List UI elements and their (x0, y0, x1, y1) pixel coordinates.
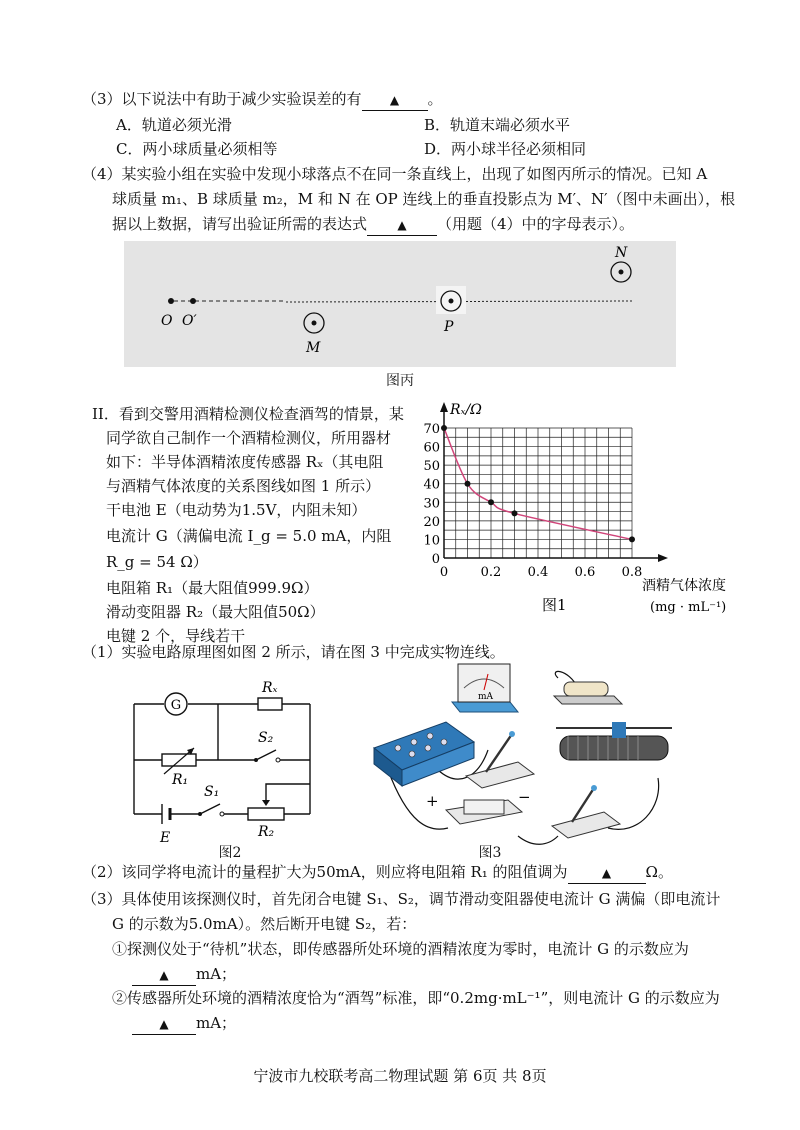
rheostat-slider (612, 722, 626, 738)
data-point (465, 481, 471, 487)
part2-line4: 与酒精气体浓度的关系图线如图 1 所示） (106, 477, 381, 495)
point-n (619, 270, 624, 275)
sub-question-2: ②传感器所处环境的酒精浓度恰为“酒驾”标准，即“0.2mg·mL⁻¹”，则电流计 G 的示数应为 (112, 989, 720, 1007)
switch-s2-pivot (254, 758, 258, 762)
y-tick-labels (423, 422, 440, 567)
option-b: B．轨道末端必须水平 (424, 116, 571, 134)
sub-question-1-answer (132, 964, 236, 986)
label-r2: R₂ (258, 824, 275, 840)
y-tick-label: 30 (423, 496, 440, 512)
question-3b-line2: G 的示数为5.0mA）。然后断开电键 S₂，若： (112, 915, 417, 933)
answer-blank (132, 964, 196, 986)
y-tick-label: 40 (423, 477, 440, 493)
question-2-text: （2）该同学将电流计的量程扩大为50mA，则应将电阻箱 R₁ 的阻值调为 (82, 863, 568, 881)
answer-blank (367, 214, 437, 236)
option-d: D．两小球半径必须相同 (424, 140, 587, 158)
cell-minus: − (518, 788, 531, 806)
answer-marker: ▲ (601, 866, 612, 880)
option-a: A．轨道必须光滑 (116, 116, 232, 134)
part2-line9: 滑动变阻器 R₂（最大阻值50Ω） (106, 603, 325, 621)
data-point (441, 425, 447, 431)
point-o (168, 298, 174, 304)
resistor-rx (258, 698, 282, 710)
figure3-apparatus (368, 658, 698, 854)
data-point (629, 536, 635, 542)
label-m: M (306, 340, 321, 356)
terminal (409, 751, 415, 757)
rheostat-r2 (248, 808, 284, 820)
answer-marker: ▲ (159, 968, 169, 982)
switch-s2-contact (276, 758, 280, 762)
figure2-circuit (124, 676, 324, 852)
x-axis-arrow (658, 554, 668, 562)
x-tick-label: 0.8 (621, 565, 643, 580)
y-tick-label: 60 (423, 440, 440, 456)
question-1: （1）实验电路原理图如图 2 所示，请在图 3 中完成实物连线。 (82, 643, 505, 661)
switch-s1-contact (220, 812, 224, 816)
terminal (441, 739, 447, 745)
chart-grid (444, 428, 632, 558)
question-4-line1: （4）某实验小组在实验中发现小球落点不在同一条直线上，出现了如图丙所示的情况。已知 A (82, 165, 708, 183)
question-3-text: （3）以下说法中有助于减少实验误差的有 (82, 90, 362, 108)
figure2-caption: 图2 (218, 845, 242, 861)
label-p: P (444, 319, 454, 335)
dry-cell (464, 800, 504, 814)
rheostat-coil (560, 736, 668, 760)
x-axis-unit: (mg · mL⁻¹) (650, 600, 727, 615)
part2-line2: 同学欲自己制作一个酒精检测仪，所用器材 (106, 429, 392, 447)
question-3-suffix: 。 (427, 90, 443, 108)
sub-question-2-suffix: mA； (196, 1014, 237, 1032)
switch-handle (591, 785, 597, 791)
part2-line3: 如下：半导体酒精浓度传感器 Rₓ（其电阻 (106, 453, 384, 471)
cell-plus: + (426, 792, 439, 810)
question-2 (82, 862, 673, 884)
terminal (427, 733, 433, 739)
meter-base (452, 702, 518, 712)
galvanometer-label: G (170, 698, 182, 713)
part2-line10: 电键 2 个，导线若干 (106, 627, 246, 645)
figure-bing (124, 241, 676, 367)
page-footer: 宁波市九校联考高二物理试题 第 6页 共 8页 (253, 1067, 547, 1085)
part2-line7: R_g = 54 Ω） (106, 553, 208, 571)
wire (518, 836, 558, 844)
figure1-caption: 图1 (542, 596, 567, 614)
terminal (395, 745, 401, 751)
question-4-line3-text: 据以上数据，请写出验证所需的表达式 (112, 215, 368, 233)
answer-marker: ▲ (389, 93, 400, 107)
y-tick-label: 10 (423, 533, 440, 549)
terminal (411, 739, 417, 745)
sub-question-2-answer (132, 1013, 236, 1035)
alcohol-sensor (564, 682, 608, 696)
data-point (488, 499, 494, 505)
label-n: N (615, 245, 628, 261)
x-tick-label: 0.4 (527, 565, 549, 580)
figure-bing-background (124, 241, 676, 367)
label-rx: Rₓ (262, 680, 278, 696)
point-m (312, 321, 317, 326)
question-4-line3-suffix: （用题（4）中的字母表示）。 (437, 215, 635, 233)
label-r1: R₁ (172, 772, 189, 788)
switch-s1-blade (200, 804, 220, 814)
sensor-base (554, 696, 622, 704)
label-e: E (160, 830, 171, 846)
sub-question-1: ①探测仪处于“待机”状态，即传感器所处环境的酒精浓度为零时，电流计 G 的示数应为 (112, 940, 689, 958)
part2-line1: II．看到交警用酒精检测仪检查酒驾的情景，某 (92, 405, 404, 423)
question-4-line2: 球质量 m₁、B 球质量 m₂，M 和 N 在 OP 连线上的垂直投影点为 M′、N′（图中未画出），根 (112, 190, 736, 208)
label-s1: S₁ (204, 784, 220, 800)
y-tick-label: 50 (423, 459, 440, 475)
switch-base (552, 812, 620, 838)
meter-label: mA (478, 692, 494, 702)
option-c: C．两小球质量必须相等 (116, 140, 278, 158)
y-axis-label: Rₓ/Ω (450, 402, 482, 418)
label-s2: S₂ (258, 730, 274, 746)
rheostat-slider (262, 800, 270, 806)
y-tick-label: 20 (423, 514, 440, 530)
sub-question-1-suffix: mA； (196, 965, 237, 983)
y-axis-arrow (440, 402, 448, 412)
point-p (449, 299, 454, 304)
resistor-box-r1 (162, 754, 196, 766)
figure-bing-caption: 图丙 (386, 373, 414, 389)
x-axis-label: 酒精气体浓度 (642, 578, 726, 594)
x-tick-label: 0 (439, 565, 449, 580)
question-3b-line1: （3）具体使用该探测仪时，首先闭合电键 S₁、S₂，调节滑动变阻器使电流计 G 满偏（即电流计 (82, 890, 721, 908)
answer-blank (568, 862, 646, 884)
switch-s2-blade (256, 750, 276, 760)
question-2-suffix: Ω。 (645, 863, 673, 881)
data-point (512, 510, 518, 516)
y-tick-label: 70 (423, 422, 440, 437)
question-4-line3 (112, 214, 634, 236)
answer-marker: ▲ (397, 218, 407, 232)
figure3-caption: 图3 (478, 845, 502, 861)
figure1-chart (410, 398, 785, 638)
part2-line5: 干电池 E（电动势为1.5V，内阻未知） (106, 501, 367, 519)
answer-blank (132, 1013, 196, 1035)
question-3 (82, 89, 443, 111)
switch-handle (509, 731, 515, 737)
slider-wire (266, 784, 310, 804)
part2-line6: 电流计 G（满偏电流 I_g = 5.0 mA，内阻 (106, 527, 392, 545)
switch-base (466, 762, 534, 788)
answer-blank (362, 89, 428, 111)
switch-s1-pivot (198, 812, 202, 816)
answer-marker: ▲ (159, 1017, 169, 1031)
label-o: O (161, 313, 173, 329)
y-tick-label: 0 (431, 552, 440, 567)
part2-line8: 电阻箱 R₁（最大阻值999.9Ω） (106, 579, 319, 597)
terminal (425, 745, 431, 751)
x-tick-label: 0.2 (480, 565, 502, 580)
x-tick-labels (440, 565, 642, 580)
point-o-prime (190, 298, 196, 304)
label-o-prime: O′ (182, 313, 197, 329)
x-tick-label: 0.6 (574, 565, 596, 580)
